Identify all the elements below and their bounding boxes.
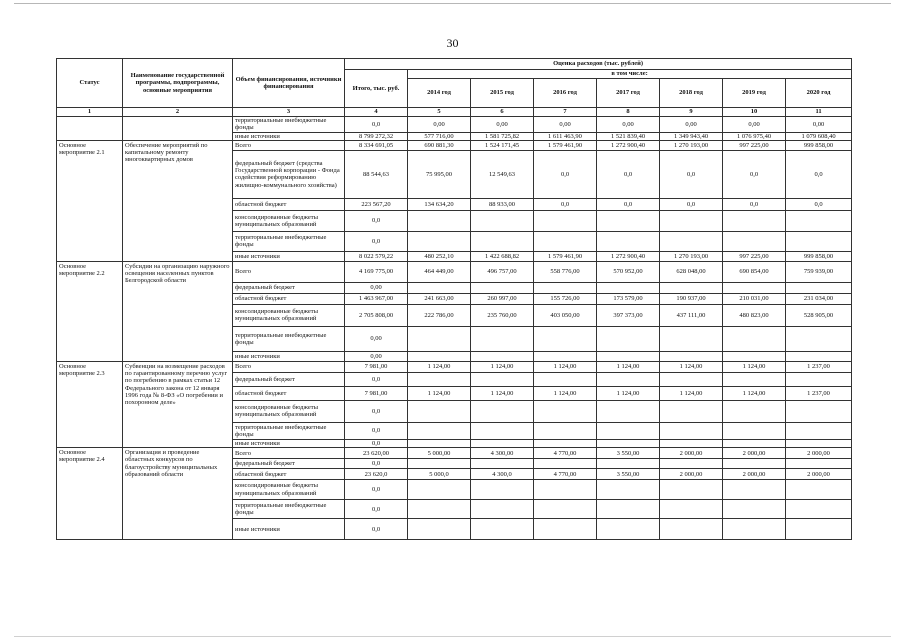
activity-status: Основное мероприятие 2.2 — [57, 261, 123, 361]
header-year: 2014 год — [408, 79, 471, 108]
amount-cell — [723, 282, 786, 293]
amount-cell — [660, 459, 723, 469]
funding-source: консолидированные бюджеты муниципальных образований — [233, 480, 345, 500]
amount-cell — [786, 500, 852, 519]
amount-cell: 1 521 839,40 — [597, 132, 660, 140]
column-number: 6 — [471, 108, 534, 117]
amount-cell: 1 124,00 — [534, 361, 597, 372]
amount-cell — [723, 400, 786, 422]
amount-cell: 260 997,00 — [471, 293, 534, 304]
amount-cell — [723, 519, 786, 540]
amount-cell: 88 544,63 — [345, 150, 408, 198]
amount-cell: 1 463 967,00 — [345, 293, 408, 304]
activity-status: Основное мероприятие 2.1 — [57, 140, 123, 261]
amount-cell — [471, 351, 534, 361]
amount-cell: 4 169 775,00 — [345, 261, 408, 282]
amount-cell — [597, 519, 660, 540]
funding-source: иные источники — [233, 439, 345, 447]
amount-cell — [597, 422, 660, 439]
amount-cell — [597, 500, 660, 519]
amount-cell: 7 981,00 — [345, 386, 408, 400]
amount-cell: 155 726,00 — [534, 293, 597, 304]
amount-cell: 0,00 — [345, 282, 408, 293]
amount-cell: 173 579,00 — [597, 293, 660, 304]
amount-cell: 437 111,00 — [660, 304, 723, 326]
amount-cell: 464 449,00 — [408, 261, 471, 282]
funding-source: консолидированные бюджеты муниципальных образований — [233, 400, 345, 422]
amount-cell: 235 760,00 — [471, 304, 534, 326]
amount-cell: 75 995,00 — [408, 150, 471, 198]
amount-cell: 0,00 — [408, 117, 471, 133]
amount-cell — [786, 282, 852, 293]
amount-cell: 0,00 — [471, 117, 534, 133]
amount-cell: 0,00 — [786, 117, 852, 133]
amount-cell — [534, 351, 597, 361]
activity-name: Субвенции на возмещение расходов по гарантированному перечню услуг по погребению в рамках статьи 12 Федерального закона от 12 января 1996 года № 8-ФЗ «О погребении и похоронном деле» — [123, 361, 233, 447]
amount-cell — [534, 480, 597, 500]
amount-cell — [786, 422, 852, 439]
amount-cell: 2 000,00 — [723, 448, 786, 459]
amount-cell — [723, 351, 786, 361]
amount-cell — [408, 422, 471, 439]
header-name: Наименование государственной программы, подпрограммы, основные мероприятия — [123, 59, 233, 108]
amount-cell: 1 124,00 — [408, 361, 471, 372]
amount-cell: 0,00 — [345, 326, 408, 351]
funding-source: иные источники — [233, 351, 345, 361]
amount-cell — [723, 326, 786, 351]
amount-cell: 0,0 — [534, 198, 597, 210]
amount-cell — [786, 439, 852, 447]
amount-cell — [534, 422, 597, 439]
amount-cell: 5 000,0 — [408, 469, 471, 480]
amount-cell — [408, 519, 471, 540]
amount-cell — [660, 519, 723, 540]
amount-cell: 1 124,00 — [471, 361, 534, 372]
amount-cell: 1 124,00 — [534, 386, 597, 400]
amount-cell: 0,00 — [723, 117, 786, 133]
amount-cell: 223 567,20 — [345, 198, 408, 210]
amount-cell — [597, 459, 660, 469]
amount-cell: 397 373,00 — [597, 304, 660, 326]
amount-cell: 0,0 — [534, 150, 597, 198]
amount-cell — [471, 422, 534, 439]
funding-source: иные источники — [233, 251, 345, 261]
amount-cell — [408, 400, 471, 422]
amount-cell: 241 663,00 — [408, 293, 471, 304]
amount-cell: 2 000,00 — [723, 469, 786, 480]
table-row — [57, 140, 852, 150]
header-including: в том числе: — [408, 70, 852, 79]
header-year: 2016 год — [534, 79, 597, 108]
amount-cell: 0,0 — [723, 150, 786, 198]
amount-cell: 1 579 461,90 — [534, 251, 597, 261]
amount-cell: 690 881,30 — [408, 140, 471, 150]
column-number: 3 — [233, 108, 345, 117]
amount-cell — [786, 372, 852, 386]
activity-status: Основное мероприятие 2.3 — [57, 361, 123, 447]
amount-cell — [408, 372, 471, 386]
amount-cell — [723, 372, 786, 386]
amount-cell — [597, 231, 660, 251]
bottom-rule — [14, 636, 891, 637]
funding-source: областной бюджет — [233, 293, 345, 304]
header-year: 2015 год — [471, 79, 534, 108]
amount-cell: 2 000,00 — [786, 448, 852, 459]
amount-cell: 23 620,0 — [345, 469, 408, 480]
amount-cell — [786, 459, 852, 469]
amount-cell: 0,0 — [597, 150, 660, 198]
amount-cell: 528 905,00 — [786, 304, 852, 326]
amount-cell — [786, 326, 852, 351]
amount-cell: 0,0 — [786, 198, 852, 210]
column-number: 7 — [534, 108, 597, 117]
amount-cell: 480 252,10 — [408, 251, 471, 261]
amount-cell: 496 757,00 — [471, 261, 534, 282]
amount-cell — [723, 459, 786, 469]
funding-source: Всего — [233, 261, 345, 282]
amount-cell: 88 933,00 — [471, 198, 534, 210]
amount-cell: 1 581 725,82 — [471, 132, 534, 140]
amount-cell: 0,0 — [345, 480, 408, 500]
amount-cell: 4 770,00 — [534, 469, 597, 480]
header-year: 2018 год — [660, 79, 723, 108]
amount-cell — [534, 519, 597, 540]
funding-source: Всего — [233, 361, 345, 372]
header-total: Итого, тыс. руб. — [345, 70, 408, 108]
activity-name: Обеспечение мероприятий по капитальному ремонту многоквартирных домов — [123, 140, 233, 261]
amount-cell: 2 705 808,00 — [345, 304, 408, 326]
amount-cell — [597, 282, 660, 293]
amount-cell — [534, 439, 597, 447]
amount-cell: 0,0 — [660, 198, 723, 210]
amount-cell — [660, 372, 723, 386]
amount-cell: 1 422 688,82 — [471, 251, 534, 261]
amount-cell — [786, 400, 852, 422]
amount-cell: 1 524 171,45 — [471, 140, 534, 150]
amount-cell: 134 634,20 — [408, 198, 471, 210]
amount-cell: 480 823,00 — [723, 304, 786, 326]
funding-source: территориальные внебюджетные фонды — [233, 231, 345, 251]
amount-cell: 8 334 691,05 — [345, 140, 408, 150]
amount-cell: 570 952,00 — [597, 261, 660, 282]
amount-cell — [660, 231, 723, 251]
amount-cell: 1 237,00 — [786, 386, 852, 400]
amount-cell — [408, 326, 471, 351]
header-year: 2020 год — [786, 79, 852, 108]
amount-cell: 999 858,00 — [786, 251, 852, 261]
amount-cell — [408, 351, 471, 361]
amount-cell: 0,0 — [345, 210, 408, 231]
amount-cell: 759 939,00 — [786, 261, 852, 282]
funding-source: областной бюджет — [233, 198, 345, 210]
amount-cell: 1 124,00 — [723, 386, 786, 400]
amount-cell — [597, 210, 660, 231]
amount-cell — [597, 439, 660, 447]
amount-cell — [534, 372, 597, 386]
amount-cell: 1 124,00 — [471, 386, 534, 400]
amount-cell — [408, 459, 471, 469]
amount-cell: 0,0 — [660, 150, 723, 198]
funding-source: Всего — [233, 140, 345, 150]
amount-cell — [408, 231, 471, 251]
amount-cell — [471, 282, 534, 293]
amount-cell — [471, 400, 534, 422]
amount-cell — [660, 400, 723, 422]
activity-status: Основное мероприятие 2.4 — [57, 448, 123, 540]
amount-cell: 1 272 900,40 — [597, 140, 660, 150]
column-number: 9 — [660, 108, 723, 117]
amount-cell — [471, 326, 534, 351]
amount-cell: 231 034,00 — [786, 293, 852, 304]
amount-cell — [723, 500, 786, 519]
amount-cell — [660, 480, 723, 500]
amount-cell: 5 000,00 — [408, 448, 471, 459]
table-row — [57, 448, 852, 459]
amount-cell: 997 225,00 — [723, 251, 786, 261]
funding-source: территориальные внебюджетные фонды — [233, 117, 345, 133]
amount-cell: 2 000,00 — [660, 469, 723, 480]
status-cell — [57, 117, 123, 141]
amount-cell: 690 854,00 — [723, 261, 786, 282]
amount-cell — [408, 480, 471, 500]
top-rule — [14, 3, 891, 4]
amount-cell: 1 349 943,40 — [660, 132, 723, 140]
amount-cell: 0,0 — [345, 422, 408, 439]
amount-cell: 0,0 — [597, 198, 660, 210]
amount-cell — [723, 480, 786, 500]
column-number: 5 — [408, 108, 471, 117]
amount-cell — [471, 372, 534, 386]
header-volume: Объем финансирования, источники финансирования — [233, 59, 345, 108]
amount-cell: 8 799 272,32 — [345, 132, 408, 140]
activity-name: Субсидии на организацию наружного освещения населенных пунктов Белгородской области — [123, 261, 233, 361]
amount-cell: 2 000,00 — [786, 469, 852, 480]
amount-cell: 0,00 — [345, 351, 408, 361]
amount-cell: 0,0 — [345, 519, 408, 540]
funding-source: территориальные внебюджетные фонды — [233, 422, 345, 439]
amount-cell — [786, 210, 852, 231]
amount-cell — [786, 231, 852, 251]
column-number: 10 — [723, 108, 786, 117]
amount-cell: 1 270 193,00 — [660, 140, 723, 150]
page-number: 30 — [446, 36, 459, 50]
amount-cell: 0,00 — [534, 117, 597, 133]
amount-cell: 1 124,00 — [660, 386, 723, 400]
amount-cell — [408, 282, 471, 293]
amount-cell — [597, 351, 660, 361]
amount-cell — [786, 480, 852, 500]
amount-cell — [534, 500, 597, 519]
amount-cell — [534, 326, 597, 351]
amount-cell — [471, 459, 534, 469]
funding-source: областной бюджет — [233, 386, 345, 400]
table-row — [57, 261, 852, 282]
amount-cell: 0,0 — [345, 459, 408, 469]
amount-cell: 1 079 608,40 — [786, 132, 852, 140]
funding-source: консолидированные бюджеты муниципальных образований — [233, 304, 345, 326]
table-row — [57, 361, 852, 372]
amount-cell: 1 270 193,00 — [660, 251, 723, 261]
column-number: 11 — [786, 108, 852, 117]
amount-cell — [471, 210, 534, 231]
funding-source: иные источники — [233, 519, 345, 540]
amount-cell: 0,00 — [597, 117, 660, 133]
amount-cell: 3 550,00 — [597, 448, 660, 459]
amount-cell: 1 124,00 — [597, 361, 660, 372]
amount-cell — [471, 439, 534, 447]
amount-cell: 4 300,0 — [471, 469, 534, 480]
amount-cell — [660, 210, 723, 231]
amount-cell: 558 776,00 — [534, 261, 597, 282]
amount-cell: 0,0 — [345, 400, 408, 422]
amount-cell — [534, 400, 597, 422]
amount-cell — [534, 459, 597, 469]
amount-cell: 403 050,00 — [534, 304, 597, 326]
amount-cell: 2 000,00 — [660, 448, 723, 459]
amount-cell: 1 611 463,90 — [534, 132, 597, 140]
funding-source: консолидированные бюджеты муниципальных образований — [233, 210, 345, 231]
amount-cell — [597, 400, 660, 422]
funding-source: территориальные внебюджетные фонды — [233, 326, 345, 351]
amount-cell: 210 031,00 — [723, 293, 786, 304]
amount-cell — [408, 439, 471, 447]
amount-cell — [534, 282, 597, 293]
amount-cell: 0,0 — [345, 372, 408, 386]
budget-table — [56, 58, 852, 540]
column-number: 8 — [597, 108, 660, 117]
amount-cell — [597, 372, 660, 386]
amount-cell — [786, 351, 852, 361]
amount-cell — [660, 282, 723, 293]
amount-cell — [723, 231, 786, 251]
amount-cell: 1 579 461,90 — [534, 140, 597, 150]
amount-cell: 0,0 — [786, 150, 852, 198]
amount-cell — [660, 422, 723, 439]
column-number: 2 — [123, 108, 233, 117]
funding-source: областной бюджет — [233, 469, 345, 480]
header-estimate: Оценка расходов (тыс. рублей) — [345, 59, 852, 70]
amount-cell: 999 858,00 — [786, 140, 852, 150]
name-cell — [123, 117, 233, 141]
amount-cell: 0,0 — [345, 231, 408, 251]
amount-cell — [660, 351, 723, 361]
amount-cell — [471, 500, 534, 519]
amount-cell: 4 770,00 — [534, 448, 597, 459]
amount-cell: 3 550,00 — [597, 469, 660, 480]
amount-cell — [597, 480, 660, 500]
funding-source: Всего — [233, 448, 345, 459]
amount-cell: 0,0 — [345, 500, 408, 519]
amount-cell: 8 022 579,22 — [345, 251, 408, 261]
amount-cell: 577 716,00 — [408, 132, 471, 140]
funding-source: федеральный бюджет (средства Государственной корпорации - Фонда содействия реформированию жилищно-коммунального хозяйства) — [233, 150, 345, 198]
amount-cell — [597, 326, 660, 351]
amount-cell — [534, 210, 597, 231]
amount-cell — [723, 422, 786, 439]
amount-cell — [723, 439, 786, 447]
amount-cell: 222 786,00 — [408, 304, 471, 326]
amount-cell: 628 048,00 — [660, 261, 723, 282]
amount-cell: 1 076 975,40 — [723, 132, 786, 140]
amount-cell: 997 225,00 — [723, 140, 786, 150]
header-year: 2017 год — [597, 79, 660, 108]
amount-cell — [408, 210, 471, 231]
header-status: Статус — [57, 59, 123, 108]
amount-cell: 1 237,00 — [786, 361, 852, 372]
header-year: 2019 год — [723, 79, 786, 108]
amount-cell — [660, 500, 723, 519]
funding-source: иные источники — [233, 132, 345, 140]
funding-source: федеральный бюджет — [233, 459, 345, 469]
amount-cell: 4 300,00 — [471, 448, 534, 459]
amount-cell: 190 937,00 — [660, 293, 723, 304]
amount-cell — [408, 500, 471, 519]
amount-cell: 1 124,00 — [597, 386, 660, 400]
amount-cell — [660, 326, 723, 351]
amount-cell: 0,0 — [723, 198, 786, 210]
amount-cell: 1 272 900,40 — [597, 251, 660, 261]
amount-cell — [660, 439, 723, 447]
amount-cell: 0,0 — [345, 439, 408, 447]
funding-source: федеральный бюджет — [233, 372, 345, 386]
amount-cell: 1 124,00 — [723, 361, 786, 372]
amount-cell: 1 124,00 — [660, 361, 723, 372]
table-row — [57, 117, 852, 133]
amount-cell: 0,0 — [345, 117, 408, 133]
activity-name: Организация и проведение областных конкурсов по благоустройству муниципальных образований области — [123, 448, 233, 540]
column-number: 4 — [345, 108, 408, 117]
amount-cell — [471, 480, 534, 500]
column-number: 1 — [57, 108, 123, 117]
amount-cell — [723, 210, 786, 231]
amount-cell: 7 981,00 — [345, 361, 408, 372]
amount-cell — [786, 519, 852, 540]
amount-cell — [471, 519, 534, 540]
amount-cell — [471, 231, 534, 251]
amount-cell: 0,00 — [660, 117, 723, 133]
amount-cell — [534, 231, 597, 251]
amount-cell: 12 549,63 — [471, 150, 534, 198]
amount-cell: 23 620,00 — [345, 448, 408, 459]
amount-cell: 1 124,00 — [408, 386, 471, 400]
funding-source: территориальные внебюджетные фонды — [233, 500, 345, 519]
funding-source: федеральный бюджет — [233, 282, 345, 293]
